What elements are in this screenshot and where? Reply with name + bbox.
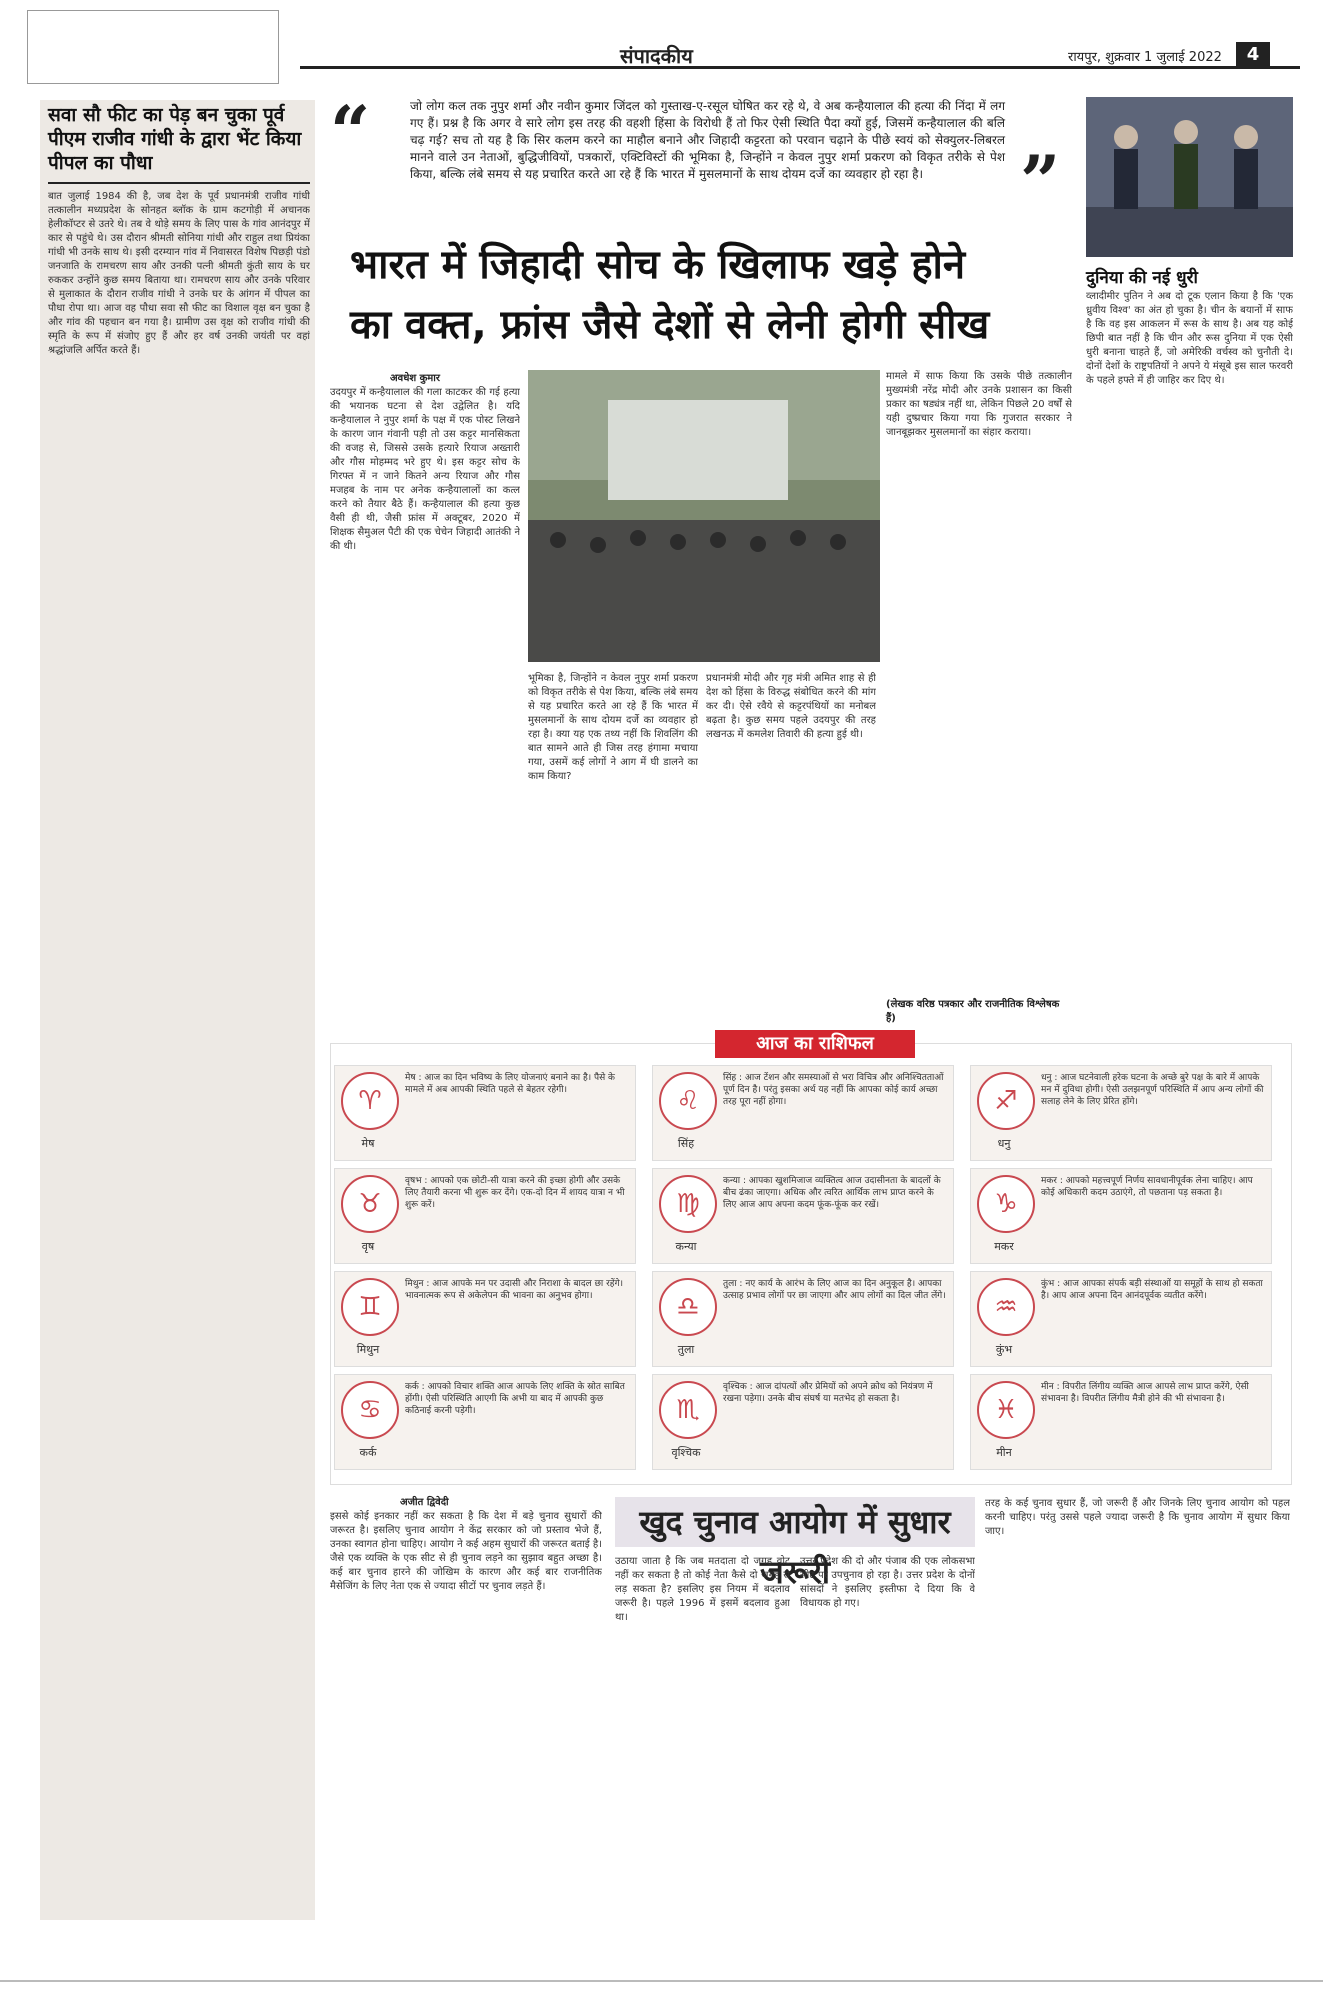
rashi-tile bbox=[970, 1374, 1272, 1470]
rashi-text: मकर : आपको महत्त्वपूर्ण निर्णय सावधानीपूर्वक लेना चाहिए। आप कोई अधिकारी कदम उठाएंगे, तो पछताना पड़ सकता है। bbox=[1041, 1176, 1253, 1198]
summit-photo bbox=[1086, 97, 1293, 257]
left-headline: सवा सौ फीट का पेड़ बन चुका पूर्व पीएम राजीव गांधी के द्वारा भेंट किया पीपल का पौधा bbox=[48, 104, 302, 174]
main-col2: भूमिका है, जिन्होंने न केवल नुपुर शर्मा प्रकरण को विकृत तरीके से पेश किया, बल्कि लंबे समय से यह प्रचारित करते आ रहे हैं कि भारत में मुसलमानों के साथ दोयम दर्जे का व्यवहार हो रहा है। क्या यह एक तथ्य नहीं कि शिवलिंग की बात सामने आते ही जिस तरह हंगामा मचाया गया, उसमें कई लोगों ने आग में घी डालने का काम किया? bbox=[528, 673, 698, 782]
rashi-text: कुंभ : आज आपका संपर्क बड़ी संस्थाओं या समूहों के साथ हो सकता है। आप आज अपना दिन आनंदपूर्वक व्यतीत करेंगे। bbox=[1041, 1279, 1263, 1301]
page-number: 4 bbox=[1236, 42, 1270, 68]
rashi-tile bbox=[970, 1065, 1272, 1161]
rashi-tile bbox=[652, 1168, 954, 1264]
bottom-left-body: इससे कोई इनकार नहीं कर सकता है कि देश में बड़े चुनाव सुधारों की जरूरत है। इसलिए चुनाव आयोग ने केंद्र सरकार को जो प्रस्ताव भेजे हैं, उनका स्वागत होना चाहिए। आयोग ने कई अहम सुधारों की जरूरत बताई है। जैसे एक व्यक्ति के एक सीट से ही चुनाव लड़ने का सुझाव बहुत अच्छा है। कई बार चुनाव हारने की जोखिम के कारण और कई बार राजनीतिक मैसेजिंग के लिए नेता एक से ज्यादा सीटों पर चुनाव लड़ते हैं। bbox=[330, 1511, 602, 1592]
rashi-text: कन्या : आपका खुशमिजाज व्यक्तित्व आज उदासीनता के बादलों के बीच ढंका जाएगा। अधिक और त्वरित आर्थिक लाभ प्राप्त करने के लिए आज आप अपना कदम फूंक-फूंक कर रखें। bbox=[723, 1176, 941, 1210]
main-headline bbox=[350, 235, 1040, 355]
left-body: बात जुलाई 1984 की है, जब देश के पूर्व प्रधानमंत्री राजीव गांधी तत्कालीन मध्यप्रदेश के सोनहत ब्लॉक के ग्राम कटगोड़ी में अचानक हेलीकॉप्टर से उतरे थे। तब वे थोड़े समय के लिए पास के गांव आनंदपुर में कार से पहुंचे थे। उस दौरान श्रीमती सोनिया गांधी और राहुल तथा प्रियंका गांधी भी उनके साथ थे। इसी दरम्यान गांव में निवासरत विशेष पिछड़ी पंडो जनजाति के रामचरण साय और उनकी पत्नी श्रीमती कुंती साय के घर रुककर उन्होंने कुछ समय बिताया था। रामचरण साय और उनके परिवार से मुलाकात के दौरान राजीव गांधी ने उनके घर के आंगन में पीपल का पौधा रोपा था। आज वह पौधा सवा सौ फीट का विशाल वृक्ष बन चुका है और गांव की पहचान बन गया है। ग्रामीण उस वृक्ष को राजीव गांधी की स्मृति के रूप में संजोए हुए हैं और हर वर्ष उनकी जयंती पर वहां श्रद्धांजलि अर्पित करते हैं। bbox=[48, 191, 310, 356]
footer-line bbox=[0, 1980, 1323, 1982]
date-line: रायपुर, शुक्रवार 1 जुलाई 2022 bbox=[1068, 50, 1222, 65]
zodiac-icon: ♉ bbox=[341, 1175, 399, 1233]
right-body: व्लादीमीर पुतिन ने अब दो टूक एलान किया है कि 'एक ध्रुवीय विश्व' का अंत हो चुका है। चीन के बयानों में साफ है कि वह इस आकलन में रूस के साथ है। अब यह कोई छिपी बात नहीं है कि चीन और रूस दुनिया में एक ऐसी धुरी बनाना चाहते हैं, जो अमेरिकी वर्चस्व को चुनौती दे। दोनों देशों के राष्ट्रपतियों ने अपने ये मंसूबे इस साल फरवरी के पहले हफ्ते में ही जाहिर कर दिए थे। bbox=[1086, 291, 1293, 386]
rashi-name: मकर bbox=[994, 1240, 1014, 1253]
pull-quote: जो लोग कल तक नुपुर शर्मा और नवीन कुमार जिंदल को गुस्ताख-ए-रसूल घोषित कर रहे थे, वे अब कन्हैयालाल की हत्या की निंदा में लग गए हैं। प्रश्न है कि अगर वे सारे लोग इस तरह की वहशी हिंसा के विरोधी हैं तो फिर ऐसी स्थिति पैदा क्यों हुई, जिसमें कन्हैयालाल की बलि चढ़ गई? सच तो यह है कि सिर कलम करने का माहौल बनाने और जिहादी कट्टरता को परवान चढ़ाने के पीछे स्वयं को सेक्युलर-लिबरल मानने वाले उन नेताओं, बुद्धिजीवियों, पत्रकारों, एक्टिविस्टों की भूमिका है, जिन्होंने न केवल नुपुर शर्मा प्रकरण को विकृत तरीके से पेश किया, बल्कि लंबे समय से यह प्रचारित करते आ रहे हैं कि भारत में मुसलमानों के साथ दोयम दर्जे का व्यवहार हो रहा है। bbox=[410, 99, 1005, 181]
rashi-text: वृश्चिक : आज दांपत्यों और प्रेमियों को अपने क्रोध को नियंत्रण में रखना पड़ेगा। उनके बीच संघर्ष या मतभेद हो सकता है। bbox=[723, 1382, 933, 1404]
rashi-tile bbox=[970, 1271, 1272, 1367]
rashi-text: तुला : नए कार्य के आरंभ के लिए आज का दिन अनुकूल है। आपका उत्साह प्रभाव लोगों पर छा जाएगा और आप लोगों का दिल जीत लेंगे। bbox=[723, 1279, 946, 1301]
top-left-box bbox=[27, 10, 279, 84]
rashi-text: कर्क : आपको विचार शक्ति आज आपके लिए शक्ति के स्रोत साबित होंगी। ऐसी परिस्थिति आएगी कि अभी या बाद में आपकी कुछ कठिनाई करनी पड़ेगी। bbox=[405, 1382, 625, 1416]
rashi-name: मेष bbox=[361, 1137, 375, 1150]
rashi-name: कुंभ bbox=[995, 1343, 1013, 1356]
rashi-tile bbox=[652, 1065, 954, 1161]
summit-photo-placeholder bbox=[1086, 97, 1293, 257]
close-quote-icon: ” bbox=[1020, 140, 1061, 223]
rashi-name: तुला bbox=[677, 1343, 695, 1356]
main-col1: उदयपुर में कन्हैयालाल की गला काटकर की गई हत्या की भयानक घटना से देश उद्वेलित है। यदि कन्हैयालाल ने नुपुर शर्मा के पक्ष में एक पोस्ट लिखने के कारण जान गंवानी पड़ी तो उस कट्टर मानसिकता की वजह से, जिससे उसके हत्यारे रियाज अख्तारी और गौस मोहम्मद भरे हुए थे। इस कट्टर सोच के गिरफ्त में न जाने कितने अन्य रियाज और गौस मजहब के नाम पर अनेक कन्हैयालालों का कत्ल करने को तैयार बैठे हैं। कन्हैयालाल की हत्या कुछ वैसी ही थी, जैसी फ्रांस में अक्टूबर, 2020 में शिक्षक सैमुअल पैटी की एक चेचेन जिहादी आतंकी ने की थी। bbox=[330, 387, 520, 552]
main-byline: अवधेश कुमार bbox=[390, 373, 440, 384]
rashi-text: सिंह : आज टेंशन और समस्याओं से भरा विचित्र और अनिश्चितताओं पूर्ण दिन है। परंतु इसका अर्थ यह नहीं कि आपका कोई कार्य अच्छा तरह पूरा नहीं होगा। bbox=[723, 1073, 944, 1107]
rashi-name: सिंह bbox=[677, 1137, 695, 1150]
rashi-name: कर्क bbox=[359, 1446, 377, 1459]
crowd-photo-placeholder bbox=[528, 370, 880, 662]
right-headline: दुनिया की नई धुरी bbox=[1086, 268, 1198, 288]
zodiac-icon: ♌ bbox=[659, 1072, 717, 1130]
zodiac-icon: ♍ bbox=[659, 1175, 717, 1233]
main-headline-line2: का वक्त, फ्रांस जैसे देशों से लेनी होगी सीख bbox=[350, 302, 990, 348]
zodiac-icon: ♒ bbox=[977, 1278, 1035, 1336]
rashi-name: धनु bbox=[997, 1137, 1011, 1150]
rashifal-grid bbox=[334, 1065, 1289, 1480]
zodiac-icon: ♈ bbox=[341, 1072, 399, 1130]
rashi-name: कन्या bbox=[675, 1240, 697, 1253]
rashi-tile bbox=[334, 1271, 636, 1367]
crowd-photo bbox=[528, 370, 880, 662]
rashi-text: धनु : आज घटनेवाली हरेक घटना के अच्छे बुरे पक्ष के बारे में आपके मन में दुविधा होगी। ऐसी उलझनपूर्ण परिस्थिति में आप अन्य लोगों की सलाह लेने के लिए प्रेरित होंगे। bbox=[1041, 1073, 1264, 1107]
rashi-name: मिथुन bbox=[356, 1343, 380, 1356]
rashi-tile bbox=[652, 1374, 954, 1470]
election-headline: खुद चुनाव आयोग में सुधार जरूरी bbox=[615, 1497, 975, 1547]
rashi-tile bbox=[334, 1374, 636, 1470]
open-quote-icon: “ bbox=[330, 90, 371, 173]
bottom-byline: अजीत द्विवेदी bbox=[400, 1497, 449, 1508]
rashi-name: वृष bbox=[361, 1240, 375, 1253]
rashi-tile bbox=[334, 1168, 636, 1264]
zodiac-icon: ♋ bbox=[341, 1381, 399, 1439]
rashi-text: मीन : विपरीत लिंगीय व्यक्ति आज आपसे लाभ प्राप्त करेंगे, ऐसी संभावना है। विपरीत लिंगीय मैत्री होने की भी संभावना है। bbox=[1041, 1382, 1249, 1404]
left-divider bbox=[48, 182, 310, 184]
rashi-tile bbox=[970, 1168, 1272, 1264]
main-col4: मामले में साफ किया कि उसके पीछे तत्कालीन मुख्यमंत्री नरेंद्र मोदी और उनके प्रशासन का किसी प्रकार का षड्यंत्र नहीं था, लेकिन पिछले 20 वर्षों से यही दुष्प्रचार किया गया कि गुजरात सरकार ने जानबूझकर मुसलमानों का संहार कराया। bbox=[886, 371, 1072, 438]
section-title: संपादकीय bbox=[620, 44, 693, 68]
author-note: (लेखक वरिष्ठ पत्रकार और राजनीतिक विश्लेषक हैं) bbox=[886, 999, 1060, 1024]
main-col3: प्रधानमंत्री मोदी और गृह मंत्री अमित शाह से ही देश को हिंसा के विरुद्ध संबोधित करने की मांग कर दी। ऐसे रवैये से कट्टरपंथियों का मनोबल बढ़ता है। कुछ समय पहले उदयपुर की तरह लखनऊ में कमलेश तिवारी की हत्या हुई थी। bbox=[706, 673, 876, 740]
rashi-text: वृषभ : आपको एक छोटी-सी यात्रा करने की इच्छा होगी और उसके लिए तैयारी करना भी शुरू कर देंगे। एक-दो दिन में शायद यात्रा न भी शुरू करें। bbox=[405, 1176, 625, 1210]
election-col2: उत्तर प्रदेश की दो और पंजाब की एक लोकसभा सीट पर उपचुनाव हो रहा है। उत्तर प्रदेश के दोनों सांसदों ने इसलिए इस्तीफा दे दिया कि वे विधायक हो गए। bbox=[800, 1556, 975, 1609]
rashi-tile bbox=[334, 1065, 636, 1161]
zodiac-icon: ♐ bbox=[977, 1072, 1035, 1130]
election-col3: तरह के कई चुनाव सुधार हैं, जो जरूरी हैं और जिनके लिए चुनाव आयोग को पहल करनी चाहिए। परंतु उससे पहले ज्यादा जरूरी है कि चुनाव आयोग में सुधार किया जाए। bbox=[985, 1498, 1290, 1537]
zodiac-icon: ♏ bbox=[659, 1381, 717, 1439]
rashi-text: मेष : आज का दिन भविष्य के लिए योजनाएं बनाने का है। पैसे के मामले में अब आपकी स्थिति पहले से बेहतर रहेगी। bbox=[405, 1073, 615, 1095]
rashi-text: मिथुन : आज आपके मन पर उदासी और निराशा के बादल छा रहेंगे। भावनात्मक रूप से अकेलेपन की भावना का अनुभव होगा। bbox=[405, 1279, 624, 1301]
zodiac-icon: ♓ bbox=[977, 1381, 1035, 1439]
rashifal-title: आज का राशिफल bbox=[715, 1030, 915, 1058]
rashi-name: मीन bbox=[996, 1446, 1012, 1459]
zodiac-icon: ♑ bbox=[977, 1175, 1035, 1233]
main-headline-line1: भारत में जिहादी सोच के खिलाफ खड़े होने bbox=[350, 242, 966, 288]
zodiac-icon: ♎ bbox=[659, 1278, 717, 1336]
zodiac-icon: ♊ bbox=[341, 1278, 399, 1336]
rashi-tile bbox=[652, 1271, 954, 1367]
header-rule bbox=[300, 66, 1300, 69]
rashi-name: वृश्चिक bbox=[671, 1446, 701, 1459]
election-col1: उठाया जाता है कि जब मतदाता दो जगह वोट नहीं कर सकता है तो कोई नेता कैसे दो जगह से लड़ सकता है? इसलिए इस नियम में बदलाव जरूरी है। पहले 1996 में इसमें बदलाव हुआ था। bbox=[615, 1556, 790, 1623]
